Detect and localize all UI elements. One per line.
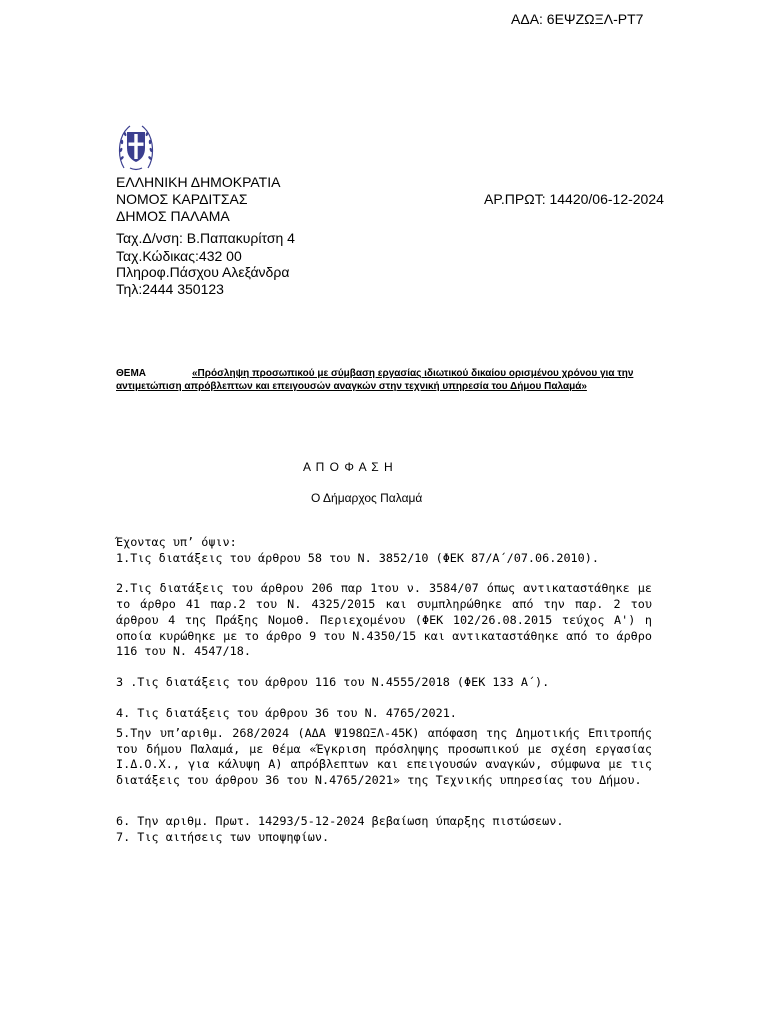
- header-country: ΕΛΛΗΝΙΚΗ ΔΗΜΟΚΡΑΤΙΑ: [116, 174, 281, 190]
- greek-coat-of-arms-icon: [116, 118, 156, 172]
- contact-address: Ταχ.Δ/νση: Β.Παπακυρίτση 4: [116, 230, 295, 246]
- mayor-title: Ο Δήμαρχος Παλαμά: [311, 491, 423, 505]
- decision-title: Α Π Ο Φ Α Σ Η: [303, 460, 394, 474]
- ada-code: ΑΔΑ: 6ΕΨΖΩΞΛ-ΡΤ7: [511, 11, 644, 27]
- consideration-item-2: 2.Τις διατάξεις του άρθρου 206 παρ 1του ν. 3584/07 όπως αντικαταστάθηκε με το άρθρο 41 παρ.2 του Ν. 4325/2015 και συμπληρώθηκε από την παρ. 2 του άρθρου 4 της Πράξης Νομοθ. Περιεχομένου (ΦΕΚ 102/26.08.2015 τεύχος Α') η οποία κυρώθηκε με το άρθρο 9 του Ν.4350/15 και αντικαταστάθηκε από το άρθρο 116 του Ν. 4547/18.: [116, 581, 652, 659]
- consideration-item-3: 3 .Τις διατάξεις του άρθρου 116 του Ν.4555/2018 (ΦΕΚ 133 Α΄).: [116, 674, 550, 689]
- considerations-block-2: [116, 726, 652, 789]
- consideration-item-6: 6. Την αριθμ. Πρωτ. 14293/5-12-2024 βεβαίωση ύπαρξης πιστώσεων.: [116, 814, 564, 828]
- consideration-item-5: 5.Την υπ’αριθμ. 268/2024 (ΑΔΑ Ψ198ΩΞΛ-45Κ) απόφαση της Δημοτικής Επιτροπής του δήμου Παλαμά, με θέμα «Έγκριση πρόσληψης προσωπικού με σχέση εργασίας Ι.Δ.Ο.Χ., για κάλυψη Α) απρόβλεπτων και επειγουσών αναγκών, σύμφωνα με τις διατάξεις του άρθρου 36 του Ν.4765/2021» της Τεχνικής υπηρεσίας του Δήμου.: [116, 726, 652, 788]
- consideration-item-1: 1.Τις διατάξεις του άρθρου 58 του Ν. 3852/10 (ΦΕΚ 87/Α΄/07.06.2010).: [116, 550, 599, 565]
- contact-postal-code: Ταχ.Κώδικας:432 00: [116, 248, 242, 264]
- considerations-block: [116, 535, 652, 721]
- header-prefecture: ΝΟΜΟΣ ΚΑΡΔΙΤΣΑΣ: [116, 191, 248, 207]
- intro-line: Έχοντας υπ’ όψιν:: [116, 535, 237, 549]
- subject-block: [116, 367, 656, 393]
- subject-text: «Πρόσληψη προσωπικού με σύμβαση εργασίας ιδιωτικού δικαίου ορισμένου χρόνου για την αντιμετώπιση απρόβλεπτων και επειγουσών αναγκών στην τεχνική υπηρεσία του Δήμου Παλαμά»: [116, 368, 634, 392]
- contact-phone: Τηλ:2444 350123: [116, 281, 224, 297]
- consideration-item-7: 7. Τις αιτήσεις των υποψηφίων.: [116, 829, 330, 844]
- header-municipality: ΔΗΜΟΣ ΠΑΛΑΜΑ: [116, 208, 230, 224]
- considerations-block-3: [116, 814, 652, 845]
- consideration-item-4: 4. Τις διατάξεις του άρθρου 36 του Ν. 4765/2021.: [116, 705, 457, 720]
- protocol-number: ΑΡ.ΠΡΩΤ: 14420/06-12-2024: [484, 191, 664, 207]
- contact-info: Πληροφ.Πάσχου Αλεξάνδρα: [116, 264, 290, 280]
- subject-label: ΘΕΜΑ: [116, 368, 146, 379]
